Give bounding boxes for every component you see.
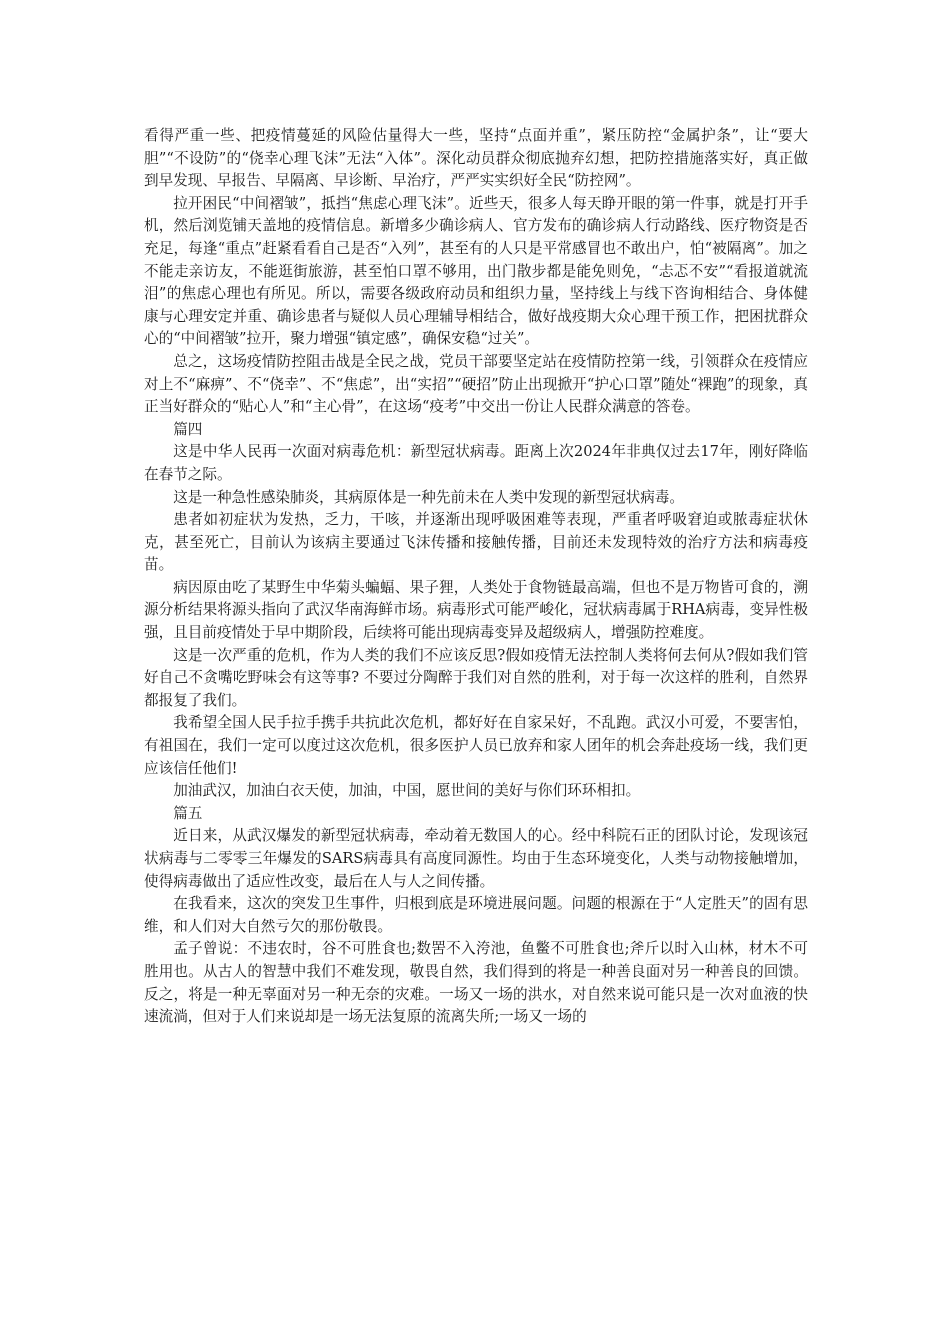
paragraph: 孟子曾说：不违农时，谷不可胜食也;数罟不入洿池，鱼鳖不可胜食也;斧斤以时入山林，材木不可胜用也。从古人的智慧中我们不难发现，敬畏自然，我们得到的将是一种善良面对另一种善良的回馈。反之，将是一种无辜面对另一种无奈的灾难。一场又一场的洪水，对自然来说可能只是一次对血液的快速流淌，但对于人们来说却是一场无法复原的流离失所;一场又一场的 [144, 940, 808, 1026]
paragraph: 在我看来，这次的突发卫生事件，归根到底是环境进展问题。问题的根源在于“人定胜天”的固有思维，和人们对大自然亏欠的那份敬畏。 [144, 895, 808, 935]
paragraph: 这是中华人民再一次面对病毒危机：新型冠状病毒。距离上次2024年非典仅过去17年，刚好降临在春节之际。 [144, 443, 808, 483]
paragraph: 加油武汉，加油白衣天使，加油，中国，愿世间的美好与你们环环相扣。 [173, 782, 641, 800]
paragraph: 病因原由吃了某野生中华菊头蝙蝠、果子狸，人类处于食物链最高端，但也不是万物皆可食的，溯源分析结果将源头指向了武汉华南海鲜市场。病毒形式可能严峻化，冠状病毒属于RHA病毒，变异性极强，且目前疫情处于早中期阶段，后续将可能出现病毒变异及超级病人，增强防控难度。 [144, 578, 808, 642]
section-heading: 篇四 [173, 420, 203, 438]
paragraph: 这是一次严重的危机，作为人类的我们不应该反思?假如疫情无法控制人类将何去何从?假如我们管好自己不贪嘴吃野味会有这等事? 不要过分陶醉于我们对自然的胜利，对于每一次这样的胜利，自然界都报复了我们。 [144, 646, 808, 709]
paragraph: 这是一种急性感染肺炎，其病原体是一种先前未在人类中发现的新型冠状病毒。 [173, 488, 684, 506]
section-heading: 篇五 [173, 804, 203, 822]
paragraph: 我希望全国人民手拉手携手共抗此次危机，都好好在自家呆好，不乱跑。武汉小可爱，不要害怕，有祖国在，我们一定可以度过这次危机，很多医护人员已放弃和家人团年的机会奔赴疫场一线，我们更应该信任他们! [144, 714, 808, 777]
paragraph: 患者如初症状为发热，乏力，干咳，并逐渐出现呼吸困难等表现，严重者呼吸窘迫或脓毒症状休克，甚至死亡，目前认为该病主要通过飞沫传播和接触传播，目前还未发现特效的治疗方法和病毒疫苗。 [144, 511, 808, 574]
paragraph: 看得严重一些、把疫情蔓延的风险估量得大一些，坚持“点面并重”，紧压防控“金属护条”，让“要大胆”“不设防”的“侥幸心理飞沫”无法“入体”。深化动员群众彻底抛弃幻想，把防控措施落实好，真正做到早发现、早报告、早隔离、早诊断、早治疗，严严实实织好全民“防控网”。 [144, 127, 808, 190]
paragraph: 近日来，从武汉爆发的新型冠状病毒，牵动着无数国人的心。经中科院石正的团队讨论，发现该冠状病毒与二零零三年爆发的SARS病毒具有高度同源性。均由于生态环境变化，人类与动物接触增加，使得病毒做出了适应性改变，最后在人与人之间传播。 [144, 827, 808, 890]
document-body [144, 125, 808, 1029]
paragraph: 总之，这场疫情防控阻击战是全民之战，党员干部要坚定站在疫情防控第一线，引领群众在疫情应对上不“麻痹”、不“侥幸”、不“焦虑”，出“实招”“硬招”防止出现掀开“护心口罩”随处“裸跑”的现象，真正当好群众的“贴心人”和“主心骨”，在这场“疫考”中交出一份让人民群众满意的答卷。 [144, 352, 808, 416]
paragraph: 拉开困民“中间褶皱”，抵挡“焦虑心理飞沫”。近些天，很多人每天睁开眼的第一件事，就是打开手机，然后浏览铺天盖地的疫情信息。新增多少确诊病人、官方发布的确诊病人行动路线、医疗物资是否充足，每逢“重点”赶紧看看自己是否“入列”，甚至有的人只是平常感冒也不敢出户，怕“被隔离”。加之不能走亲访友，不能逛街旅游，甚至怕口罩不够用，出门散步都是能免则免，“忐忑不安”“看报道就流泪”的焦虑心理也有所见。所以，需要各级政府动员和组织力量，坚持线上与线下咨询相结合、身体健康与心理安定并重、确诊患者与疑似人员心理辅导相结合，做好战疫期大众心理干预工作，把困扰群众心的“中间褶皱”拉开，聚力增强“镇定感”，确保安稳“过关”。 [144, 194, 808, 348]
